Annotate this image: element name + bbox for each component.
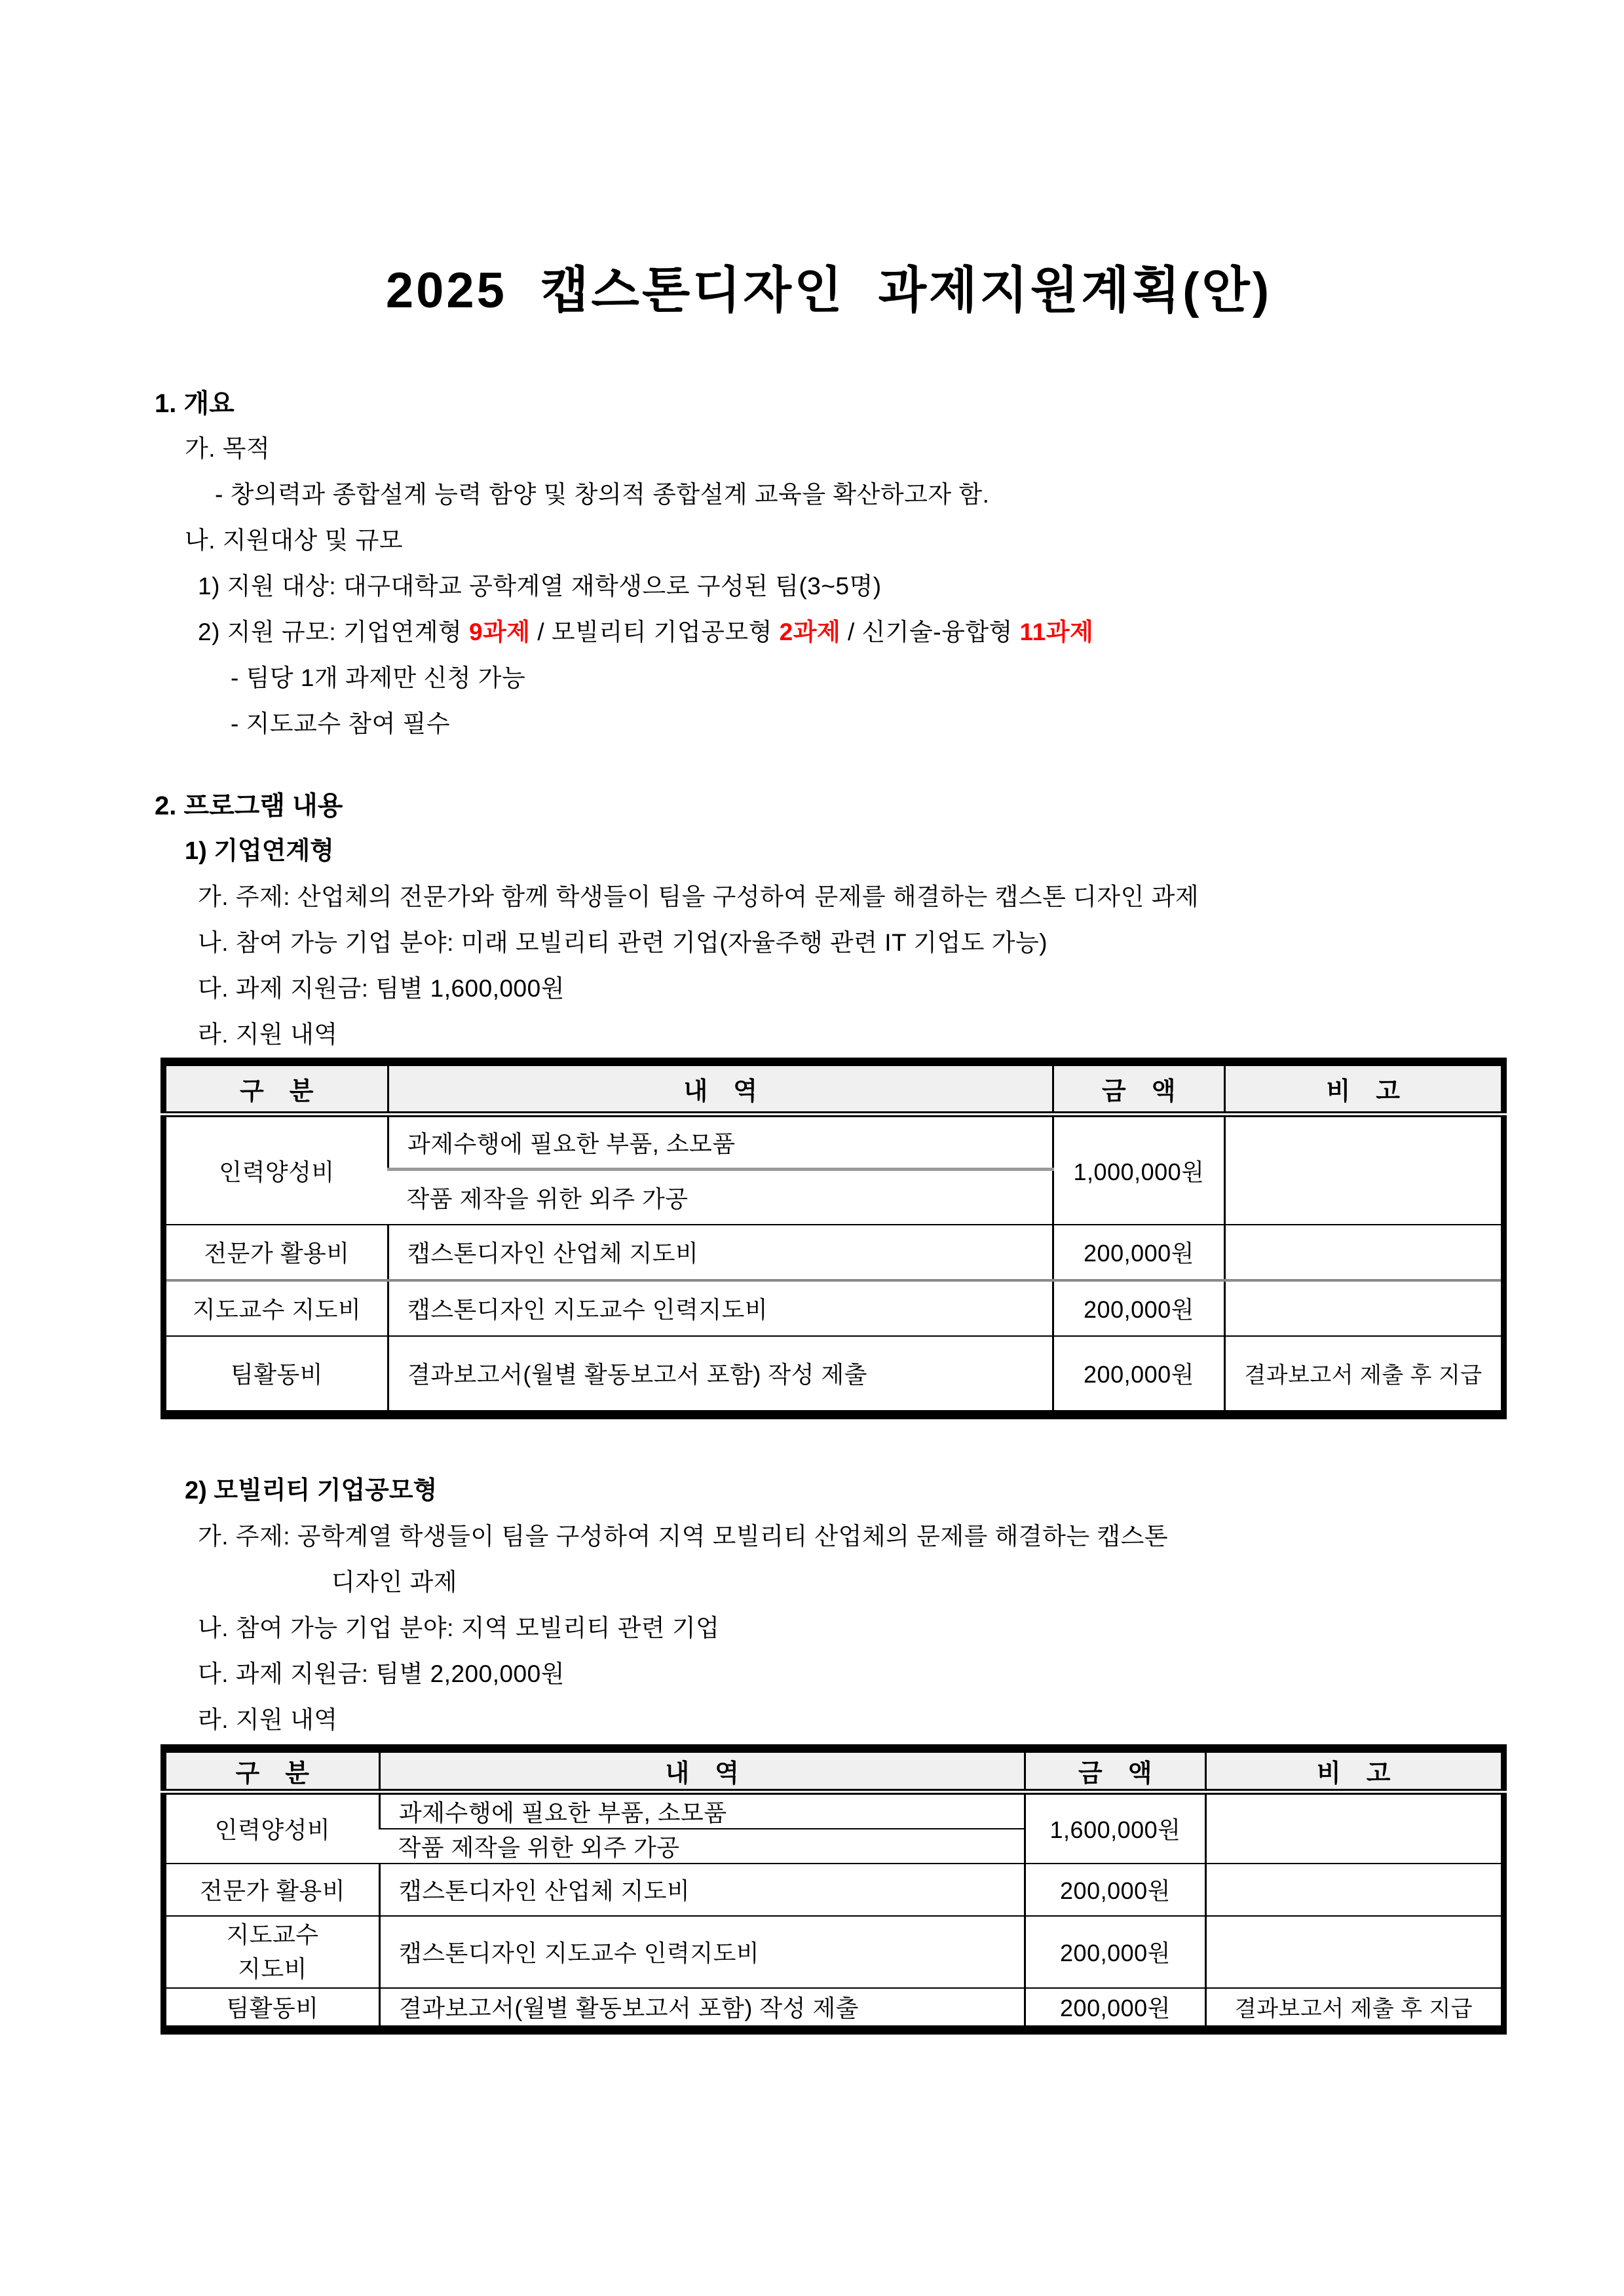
table2-r4-category: 팀활동비 xyxy=(164,1988,380,2030)
table1-r3-detail: 캡스톤디자인 지도교수 인력지도비 xyxy=(388,1280,1053,1336)
type1-subject: 가. 주제: 산업체의 전문가와 함께 학생들이 팀을 구성하여 문제를 해결하는 캡스톤 디자인 과제 xyxy=(198,883,1199,910)
table1-header-row xyxy=(164,1062,1504,1115)
table1-header-amount: 금 액 xyxy=(1053,1062,1225,1115)
section-1-heading: 1. 개요 xyxy=(155,389,235,418)
table1-r3-category: 지도교수 지도비 xyxy=(164,1280,388,1336)
table2-header-row xyxy=(164,1748,1504,1791)
table-row xyxy=(164,1916,1504,1988)
scale-count-industry: 9과제 xyxy=(468,619,531,645)
table2-r4-amount: 200,000원 xyxy=(1025,1988,1206,2030)
table-row xyxy=(164,1336,1504,1415)
overview-note-2: - 지도교수 참여 필수 xyxy=(231,710,451,737)
page-title: 2025 캡스톤디자인 과제지원계획(안) xyxy=(385,263,1272,318)
scale-mid2: / 신기술-융합형 xyxy=(840,619,1020,645)
table1-r1-category: 인력양성비 xyxy=(219,1158,335,1185)
type1-support-label: 라. 지원 내역 xyxy=(198,1021,338,1048)
table-row xyxy=(164,1225,1504,1280)
table1-r1-detail-top: 과제수행에 필요한 부품, 소모품 xyxy=(388,1115,1053,1170)
table2-header-detail: 내 역 xyxy=(380,1748,1025,1791)
table2-r2-detail: 캡스톤디자인 산업체 지도비 xyxy=(380,1864,1025,1916)
table-row xyxy=(164,1115,1504,1170)
table1-r2-note xyxy=(1225,1225,1504,1280)
table2-r3-category-line1: 지도교수 xyxy=(226,1921,319,1948)
support-table-type1 xyxy=(161,1058,1507,1419)
table2-r3-note xyxy=(1206,1916,1504,1988)
table1-header-category: 구 분 xyxy=(164,1062,388,1115)
table1-r1-note xyxy=(1225,1115,1504,1225)
table1-r3-amount: 200,000원 xyxy=(1053,1280,1225,1336)
table2-r1-detail-top: 과제수행에 필요한 부품, 소모품 xyxy=(380,1791,1025,1829)
table2-header-category: 구 분 xyxy=(164,1748,380,1791)
overview-scale-line xyxy=(155,617,1503,647)
scale-prefix: 2) 지원 규모: 기업연계형 xyxy=(198,619,469,645)
table1-r4-note: 결과보고서 제출 후 지급 xyxy=(1225,1336,1504,1415)
type2-subject-line1: 가. 주제: 공학계열 학생들이 팀을 구성하여 지역 모빌리티 산업체의 문제를 해결하는 캡스톤 xyxy=(198,1522,1169,1550)
support-table-type2 xyxy=(161,1744,1507,2035)
scale-count-newtech: 11과제 xyxy=(1019,619,1094,645)
table2-r3-category-line2: 지도비 xyxy=(238,1955,307,1982)
table1-r2-category: 전문가 활용비 xyxy=(164,1225,388,1280)
table1-header-detail: 내 역 xyxy=(388,1062,1053,1115)
section-2-heading: 2. 프로그램 내용 xyxy=(155,792,343,820)
type2-support-label: 라. 지원 내역 xyxy=(198,1706,338,1733)
table2-header-note: 비 고 xyxy=(1206,1748,1504,1791)
overview-note-1: - 팀당 1개 과제만 신청 가능 xyxy=(231,664,526,691)
table1-r4-detail: 결과보고서(월별 활동보고서 포함) 작성 제출 xyxy=(388,1336,1053,1415)
table2-r2-amount: 200,000원 xyxy=(1025,1864,1206,1916)
type2-heading: 2) 모빌리티 기업공모형 xyxy=(185,1476,438,1504)
table1-r1-amount: 1,000,000원 xyxy=(1053,1115,1225,1225)
table1-r2-detail: 캡스톤디자인 산업체 지도비 xyxy=(388,1225,1053,1280)
table2-r2-category: 전문가 활용비 xyxy=(164,1864,380,1916)
table1-r3-note xyxy=(1225,1280,1504,1336)
table-row xyxy=(164,1864,1504,1916)
table-row xyxy=(164,1280,1504,1336)
table2-header-amount: 금 액 xyxy=(1025,1748,1206,1791)
scale-mid1: / 모빌리티 기업공모형 xyxy=(530,619,780,645)
table2-r1-amount: 1,600,000원 xyxy=(1025,1791,1206,1864)
table1-header-note: 비 고 xyxy=(1225,1062,1504,1115)
table2-r4-note: 결과보고서 제출 후 지급 xyxy=(1206,1988,1504,2030)
table2-r1-category: 인력양성비 xyxy=(214,1816,331,1843)
type1-field: 나. 참여 가능 기업 분야: 미래 모빌리티 관련 기업(자율주행 관련 IT 기업도 가능) xyxy=(198,929,1048,956)
table-row xyxy=(164,1988,1504,2030)
table2-r1-detail-bottom: 작품 제작을 위한 외주 가공 xyxy=(380,1829,1025,1864)
type1-heading: 1) 기업연계형 xyxy=(185,837,334,865)
table2-r3-amount: 200,000원 xyxy=(1025,1916,1206,1988)
type2-subject-line2: 디자인 과제 xyxy=(331,1568,457,1596)
table2-r3-category xyxy=(164,1916,380,1988)
type2-field: 나. 참여 가능 기업 분야: 지역 모빌리티 관련 기업 xyxy=(198,1614,720,1641)
overview-target-text: 1) 지원 대상: 대구대학교 공학계열 재학생으로 구성된 팀(3~5명) xyxy=(198,573,882,600)
overview-target-label: 나. 지원대상 및 규모 xyxy=(185,527,404,554)
overview-purpose-label: 가. 목적 xyxy=(185,435,271,462)
scale-count-mobility: 2과제 xyxy=(779,619,841,645)
type2-fund: 다. 과제 지원금: 팀별 2,200,000원 xyxy=(198,1660,565,1687)
overview-purpose-text: - 창의력과 종합설계 능력 함양 및 창의적 종합설계 교육을 확산하고자 함. xyxy=(215,481,990,508)
table2-r2-note xyxy=(1206,1864,1504,1916)
table1-r1-detail-bottom: 작품 제작을 위한 외주 가공 xyxy=(388,1170,1053,1225)
table1-r2-amount: 200,000원 xyxy=(1053,1225,1225,1280)
table2-r3-detail: 캡스톤디자인 지도교수 인력지도비 xyxy=(380,1916,1025,1988)
table-row xyxy=(164,1791,1504,1829)
table1-r4-category: 팀활동비 xyxy=(164,1336,388,1415)
type1-fund: 다. 과제 지원금: 팀별 1,600,000원 xyxy=(198,975,565,1002)
table2-r1-note xyxy=(1206,1791,1504,1864)
table1-r4-amount: 200,000원 xyxy=(1053,1336,1225,1415)
table2-r4-detail: 결과보고서(월별 활동보고서 포함) 작성 제출 xyxy=(380,1988,1025,2030)
